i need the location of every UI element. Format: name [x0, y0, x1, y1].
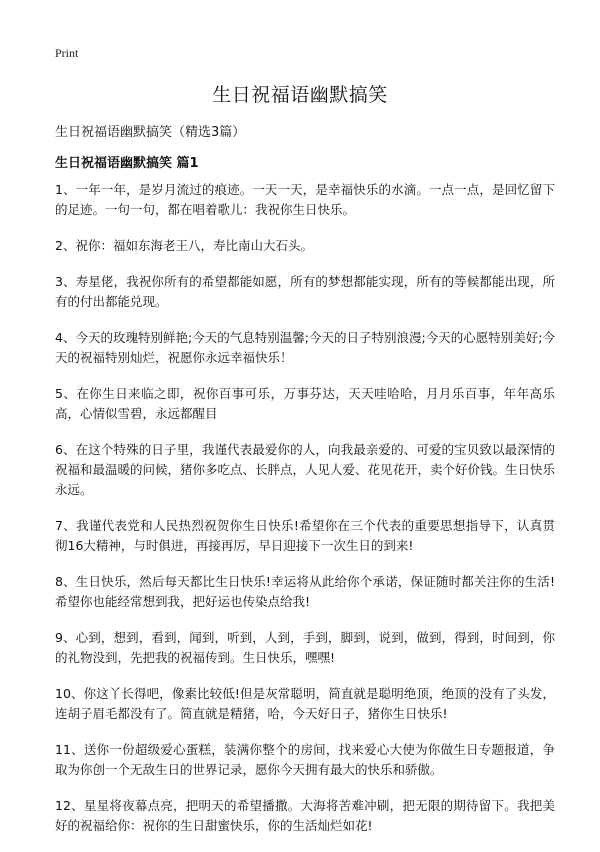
list-item: 3、寿星佬，我祝你所有的希望都能如愿，所有的梦想都能实现，所有的等候都能出现，所有的付出都能兑现。 — [55, 274, 555, 309]
print-link[interactable]: Print — [55, 46, 79, 60]
section-heading: 生日祝福语幽默搞笑 篇1 — [55, 156, 199, 171]
list-item: 11、送你一份超级爱心蛋糕，装满你整个的房间，找来爱心大使为你做生日专题报道，争取为你创一个无敌生日的世界记录，愿你今天拥有最大的快乐和骄傲。 — [55, 742, 555, 777]
list-item: 5、在你生日来临之即，祝你百事可乐，万事芬达，天天哇哈哈，月月乐百事，年年高乐高，心情似雪碧，永远都醒目 — [55, 386, 555, 421]
page-title: 生日祝福语幽默搞笑 — [212, 84, 388, 106]
document-subtitle: 生日祝福语幽默搞笑（精选3篇） — [55, 125, 246, 140]
list-item: 2、祝你：福如东海老王八，寿比南山大石头。 — [55, 238, 313, 253]
list-item: 12、星星将夜幕点亮，把明天的希望播撒。大海将苦难冲刷，把无限的期待留下。我把美好的祝福给你：祝你的生日甜蜜快乐，你的生活灿烂如花! — [55, 798, 555, 833]
list-item: 1、一年一年，是岁月流过的痕迹。一天一天，是幸福快乐的水滴。一点一点，是回忆留下的足迹。一句一句，都在唱着歌儿：我祝你生日快乐。 — [55, 182, 555, 217]
list-item: 6、在这个特殊的日子里，我谨代表最爱你的人，向我最亲爱的、可爱的宝贝致以最深情的祝福和最温暖的问候，猪你多吃点、长胖点，人见人爱、花见花开，卖个好价钱。生日快乐永远。 — [55, 442, 556, 497]
blessing-list — [55, 180, 555, 852]
list-item: 8、生日快乐，然后每天都比生日快乐!幸运将从此给你个承诺，保证随时都关注你的生活!希望你也能经常想到我，把好运也传染点给我! — [55, 574, 555, 609]
list-item: 4、今天的玫瑰特别鲜艳;今天的气息特别温馨;今天的日子特别浪漫;今天的心愿特别美好;今天的祝福特别灿烂，祝愿你永远幸福快乐！ — [55, 330, 555, 365]
list-item: 10、你这丫长得吧，像素比较低!但是灰常聪明，简直就是聪明绝顶，绝顶的没有了头发，连胡子眉毛都没有了。简直就是精猪，哈，今天好日子，猪你生日快乐! — [55, 686, 555, 721]
list-item: 7、我谨代表党和人民热烈祝贺你生日快乐!希望你在三个代表的重要思想指导下，认真贯彻16大精神，与时俱进，再接再厉，早日迎接下一次生日的到来! — [55, 518, 555, 553]
list-item: 9、心到，想到，看到，闻到，听到，人到，手到，脚到，说到，做到，得到，时间到，你的礼物没到，先把我的祝福传到。生日快乐，嘿嘿! — [55, 630, 555, 665]
